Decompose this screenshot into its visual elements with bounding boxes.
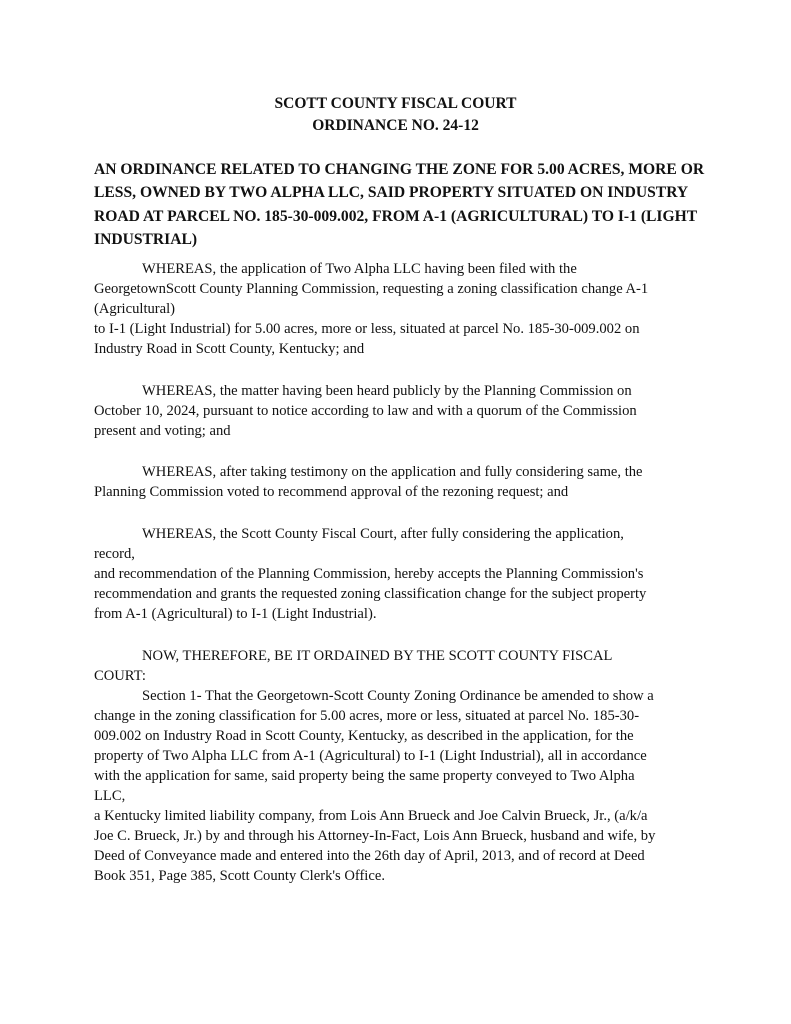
paragraph-line: 009.002 on Industry Road in Scott County, Kentucky, as described in the application, for the — [94, 728, 634, 744]
paragraph-line: October 10, 2024, pursuant to notice according to law and with a quorum of the Commission — [94, 403, 637, 419]
paragraph-line: to I-1 (Light Industrial) for 5.00 acres, more or less, situated at parcel No. 185-30-009.002 on — [94, 321, 640, 337]
paragraph-line: LLC, — [94, 788, 126, 804]
paragraph-line: Section 1- That the Georgetown-Scott County Zoning Ordinance be amended to show a — [142, 688, 654, 704]
paragraph-line: Planning Commission voted to recommend approval of the rezoning request; and — [94, 484, 569, 500]
paragraph-line: Industry Road in Scott County, Kentucky; and — [94, 341, 365, 357]
paragraph-line: a Kentucky limited liability company, from Lois Ann Brueck and Joe Calvin Brueck, Jr., (a/k/a — [94, 808, 648, 824]
paragraph-line: WHEREAS, the matter having been heard publicly by the Planning Commission on — [142, 383, 632, 399]
paragraph-line: Deed of Conveyance made and entered into the 26th day of April, 2013, and of record at Deed — [94, 848, 645, 864]
paragraph-line: record, — [94, 546, 135, 562]
paragraph-line: NOW, THEREFORE, BE IT ORDAINED BY THE SCOTT COUNTY FISCAL — [142, 648, 613, 664]
paragraph-line: with the application for same, said property being the same property conveyed to Two Alpha — [94, 768, 635, 784]
paragraph-line: and recommendation of the Planning Commission, hereby accepts the Planning Commission's — [94, 566, 644, 582]
ordinance-title: AN ORDINANCE RELATED TO CHANGING THE ZONE FOR 5.00 ACRES, MORE OR LESS, OWNED BY TWO ALPHA LLC, SAID PROPERTY SITUATED ON INDUSTRY ROAD AT PARCEL NO. 185-30-009.002, FROM A-1 (AGRICULTURAL) TO I-1 (LIGHT INDUSTRIAL) — [94, 161, 705, 249]
paragraph-line: recommendation and grants the requested zoning classification change for the subject property — [94, 586, 647, 602]
paragraph-line: COURT: — [94, 668, 146, 684]
court-heading: SCOTT COUNTY FISCAL COURT — [274, 95, 517, 112]
paragraph-line: Book 351, Page 385, Scott County Clerk's Office. — [94, 868, 385, 884]
paragraph-line: GeorgetownScott County Planning Commission, requesting a zoning classification change A-1 — [94, 281, 649, 297]
paragraph-line: WHEREAS, after taking testimony on the application and fully considering same, the — [142, 464, 643, 480]
paragraph-line: property of Two Alpha LLC from A-1 (Agricultural) to I-1 (Light Industrial), all in accordance — [94, 748, 647, 764]
ordinance-number: ORDINANCE NO. 24-12 — [312, 117, 479, 134]
paragraph-line: present and voting; and — [94, 423, 231, 439]
paragraph-line: Joe C. Brueck, Jr.) by and through his Attorney-In-Fact, Lois Ann Brueck, husband and wife, by — [94, 828, 656, 844]
paragraph-line: change in the zoning classification for 5.00 acres, more or less, situated at parcel No. 185-30- — [94, 708, 640, 724]
paragraph-line: (Agricultural) — [94, 301, 176, 317]
paragraph-line: from A-1 (Agricultural) to I-1 (Light Industrial). — [94, 606, 377, 622]
paragraph-line: WHEREAS, the application of Two Alpha LLC having been filed with the — [142, 261, 577, 277]
paragraph-line: WHEREAS, the Scott County Fiscal Court, after fully considering the application, — [142, 526, 624, 542]
